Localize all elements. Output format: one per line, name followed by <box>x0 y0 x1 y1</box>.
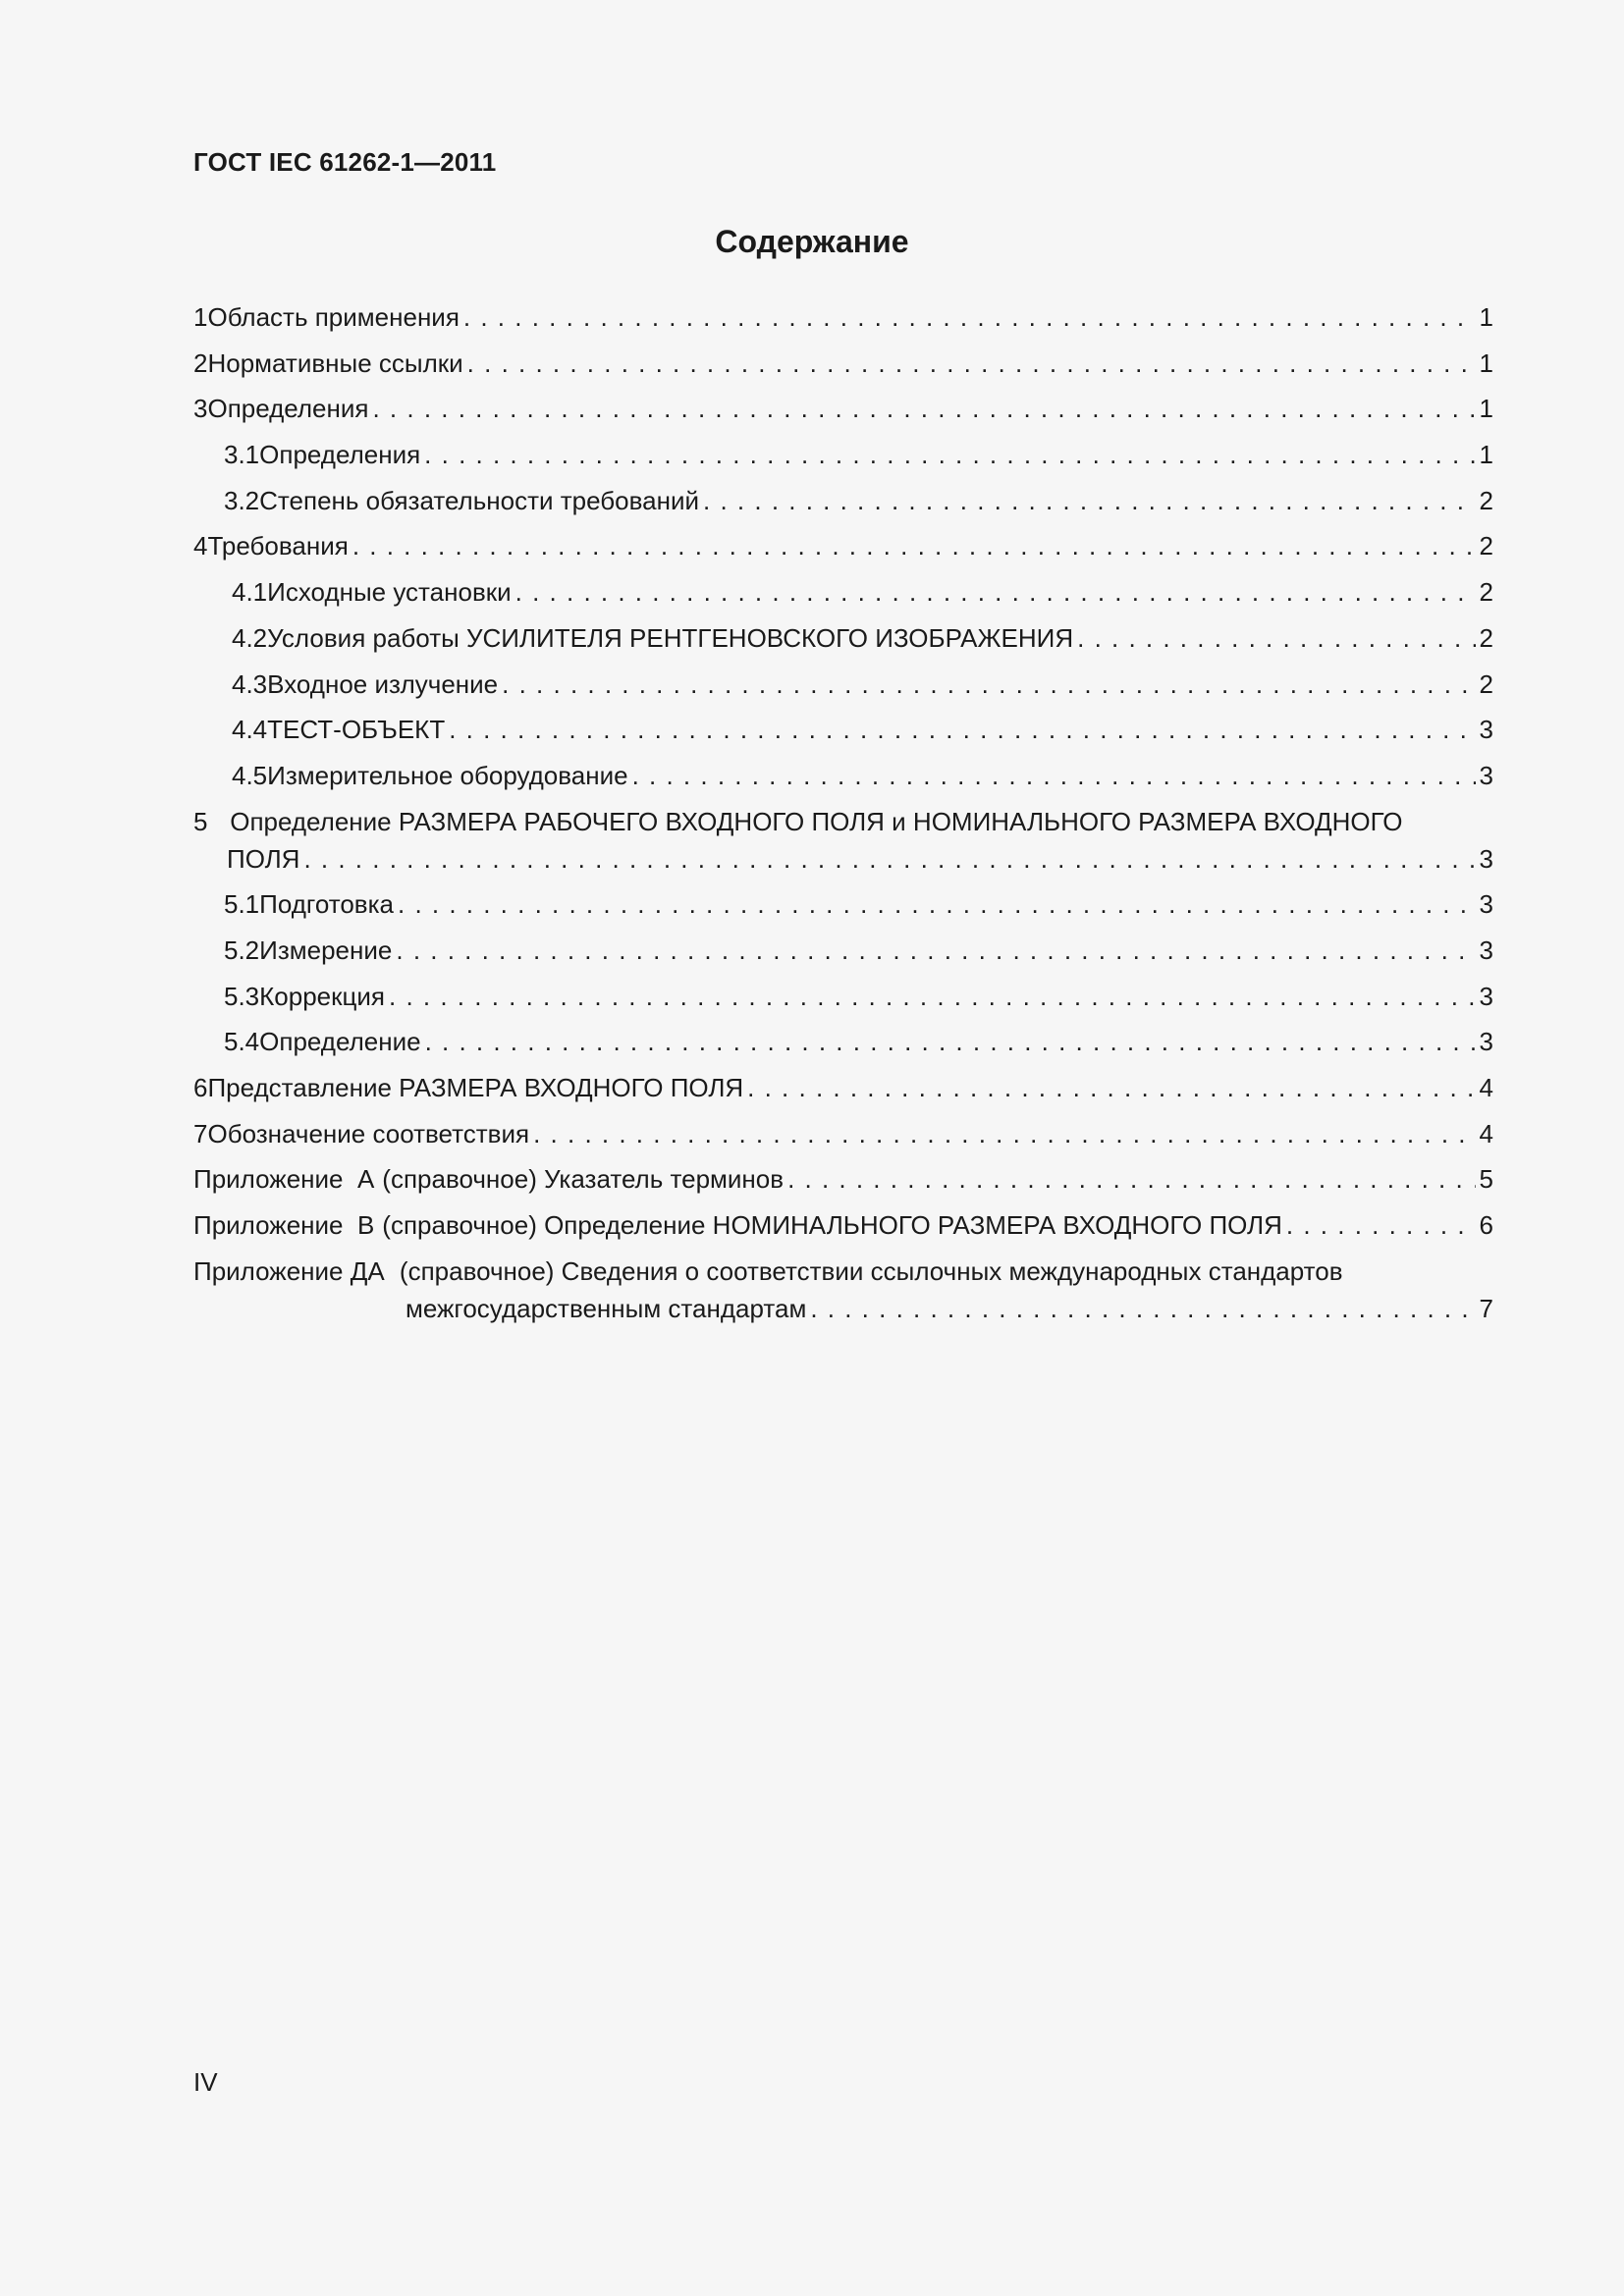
toc-entry-title: Обозначение соответствия <box>207 1118 530 1148</box>
toc-entry-number: 4.5 <box>232 760 268 790</box>
dot-leader <box>372 390 1475 427</box>
toc-entry-number: 5 <box>193 806 208 836</box>
toc-entry-number: 6 <box>193 1073 208 1102</box>
toc-entry-annex-b[interactable] <box>193 1206 1493 1244</box>
dot-leader <box>1286 1206 1476 1244</box>
dot-leader <box>787 1160 1475 1198</box>
toc-entry-title: Представление РАЗМЕРА ВХОДНОГО ПОЛЯ <box>207 1073 744 1102</box>
toc-entry-annex-a[interactable] <box>193 1160 1493 1198</box>
toc-entry-number: 5.3 <box>224 981 260 1011</box>
toc-entry-number: Приложение ДА <box>193 1255 385 1286</box>
dot-leader <box>352 527 1476 564</box>
toc-entry-title: Подготовка <box>259 889 394 920</box>
toc-entry-title: Условия работы УСИЛИТЕЛЯ РЕНТГЕНОВСКОГО ИЗОБРАЖЕНИЯ <box>267 622 1074 653</box>
toc-entry-page: 3 <box>1479 934 1493 965</box>
toc-entry-5-3[interactable] <box>193 978 1493 1015</box>
toc-entry-3-2[interactable] <box>193 482 1493 519</box>
table-of-contents <box>193 298 1493 1335</box>
dot-leader <box>632 757 1476 794</box>
toc-entry-title: Требования <box>207 531 349 561</box>
toc-entry-number: 5.2 <box>224 934 260 965</box>
toc-entry-6[interactable] <box>193 1069 1493 1106</box>
dot-leader <box>424 436 1475 473</box>
toc-entry-title: Исходные установки <box>267 577 512 608</box>
toc-entry-number: 4.4 <box>232 715 268 745</box>
toc-entry-3[interactable] <box>193 390 1493 427</box>
toc-entry-page: 2 <box>1479 622 1493 653</box>
toc-entry-page: 2 <box>1479 485 1493 515</box>
toc-entry-page: 3 <box>1479 981 1493 1011</box>
toc-entry-5-2[interactable] <box>193 932 1493 969</box>
toc-entry-title: Нормативные ссылки <box>207 347 463 378</box>
dot-leader <box>810 1290 1475 1327</box>
dot-leader <box>515 573 1476 611</box>
toc-entry-page: 1 <box>1479 440 1493 470</box>
toc-entry-4-2[interactable] <box>193 619 1493 657</box>
toc-entry-4-4[interactable] <box>193 711 1493 748</box>
toc-entry-title: Степень обязательности требований <box>259 485 700 515</box>
toc-entry-annex-da[interactable] <box>193 1253 1493 1327</box>
toc-entry-title: Определения <box>207 394 369 424</box>
dot-leader <box>463 298 1476 336</box>
toc-entry-number: Приложение А <box>193 1164 375 1195</box>
toc-entry-page: 5 <box>1479 1164 1493 1195</box>
toc-entry-number: 4.3 <box>232 668 268 699</box>
toc-entry-4-1[interactable] <box>193 573 1493 611</box>
toc-entry-title-continuation: межгосударственным стандартам <box>406 1293 807 1323</box>
dot-leader <box>303 840 1475 878</box>
toc-entry-page: 6 <box>1479 1210 1493 1241</box>
dot-leader <box>467 345 1476 382</box>
toc-entry-number: 2 <box>193 347 208 378</box>
toc-entry-title: ТЕСТ-ОБЪЕКТ <box>267 715 446 745</box>
toc-entry-3-1[interactable] <box>193 436 1493 473</box>
toc-entry-page: 1 <box>1479 347 1493 378</box>
toc-entry-5[interactable] <box>193 803 1493 878</box>
toc-entry-page: 3 <box>1479 760 1493 790</box>
toc-entry-page: 1 <box>1479 394 1493 424</box>
page-number: IV <box>193 2067 218 2097</box>
toc-entry-number: 5.4 <box>224 1027 260 1057</box>
toc-entry-number: 1 <box>193 302 208 332</box>
dot-leader <box>747 1069 1475 1106</box>
toc-entry-title-continuation: ПОЛЯ <box>227 843 300 874</box>
toc-entry-page: 4 <box>1479 1118 1493 1148</box>
toc-entry-title: Измерение <box>259 934 393 965</box>
toc-entry-page: 3 <box>1479 1027 1493 1057</box>
dot-leader <box>449 711 1475 748</box>
toc-entry-5-1[interactable] <box>193 885 1493 923</box>
dot-leader <box>425 1023 1476 1060</box>
toc-entry-page: 7 <box>1479 1293 1493 1323</box>
toc-entry-4-5[interactable] <box>193 757 1493 794</box>
toc-entry-4-3[interactable] <box>193 666 1493 703</box>
toc-entry-page: 3 <box>1479 889 1493 920</box>
toc-entry-page: 2 <box>1479 531 1493 561</box>
dot-leader <box>398 885 1476 923</box>
toc-entry-2[interactable] <box>193 345 1493 382</box>
toc-entry-title: Коррекция <box>259 981 386 1011</box>
toc-entry-title: Измерительное оборудование <box>267 760 628 790</box>
dot-leader <box>396 932 1475 969</box>
toc-entry-1[interactable] <box>193 298 1493 336</box>
toc-entry-title: Определение РАЗМЕРА РАБОЧЕГО ВХОДНОГО ПОЛЯ и НОМИНАЛЬНОГО РАЗМЕРА ВХОДНОГО <box>230 806 1403 836</box>
toc-entry-number: 7 <box>193 1118 208 1148</box>
toc-entry-title: (справочное) Указатель терминов <box>382 1164 785 1195</box>
toc-entry-page: 4 <box>1479 1073 1493 1102</box>
dot-leader <box>389 978 1476 1015</box>
toc-entry-number: 3 <box>193 394 208 424</box>
dot-leader <box>1077 619 1475 657</box>
toc-entry-title: (справочное) Определение НОМИНАЛЬНОГО РАЗМЕРА ВХОДНОГО ПОЛЯ <box>382 1210 1282 1241</box>
toc-entry-title: Определения <box>259 440 421 470</box>
toc-entry-number: 4.2 <box>232 622 268 653</box>
dot-leader <box>533 1115 1475 1152</box>
toc-entry-number: 5.1 <box>224 889 260 920</box>
toc-entry-title: (справочное) Сведения о соответствии ссылочных международных стандартов <box>399 1255 1343 1286</box>
toc-entry-page: 2 <box>1479 668 1493 699</box>
toc-entry-number: 3.1 <box>224 440 260 470</box>
toc-entry-page: 1 <box>1479 302 1493 332</box>
toc-title: Содержание <box>715 224 909 259</box>
toc-entry-number: 4 <box>193 531 208 561</box>
toc-entry-title: Определение <box>259 1027 421 1057</box>
toc-entry-number: Приложение В <box>193 1210 375 1241</box>
toc-entry-5-4[interactable] <box>193 1023 1493 1060</box>
toc-entry-number: 4.1 <box>232 577 268 608</box>
toc-entry-4[interactable] <box>193 527 1493 564</box>
document-code-header: ГОСТ IEC 61262-1—2011 <box>193 147 497 177</box>
toc-entry-7[interactable] <box>193 1115 1493 1152</box>
toc-entry-title: Область применения <box>207 302 460 332</box>
dot-leader <box>703 482 1476 519</box>
toc-entry-page: 3 <box>1479 715 1493 745</box>
toc-entry-title: Входное излучение <box>267 668 499 699</box>
toc-entry-number: 3.2 <box>224 485 260 515</box>
toc-entry-page: 3 <box>1479 843 1493 874</box>
toc-entry-page: 2 <box>1479 577 1493 608</box>
dot-leader <box>502 666 1475 703</box>
